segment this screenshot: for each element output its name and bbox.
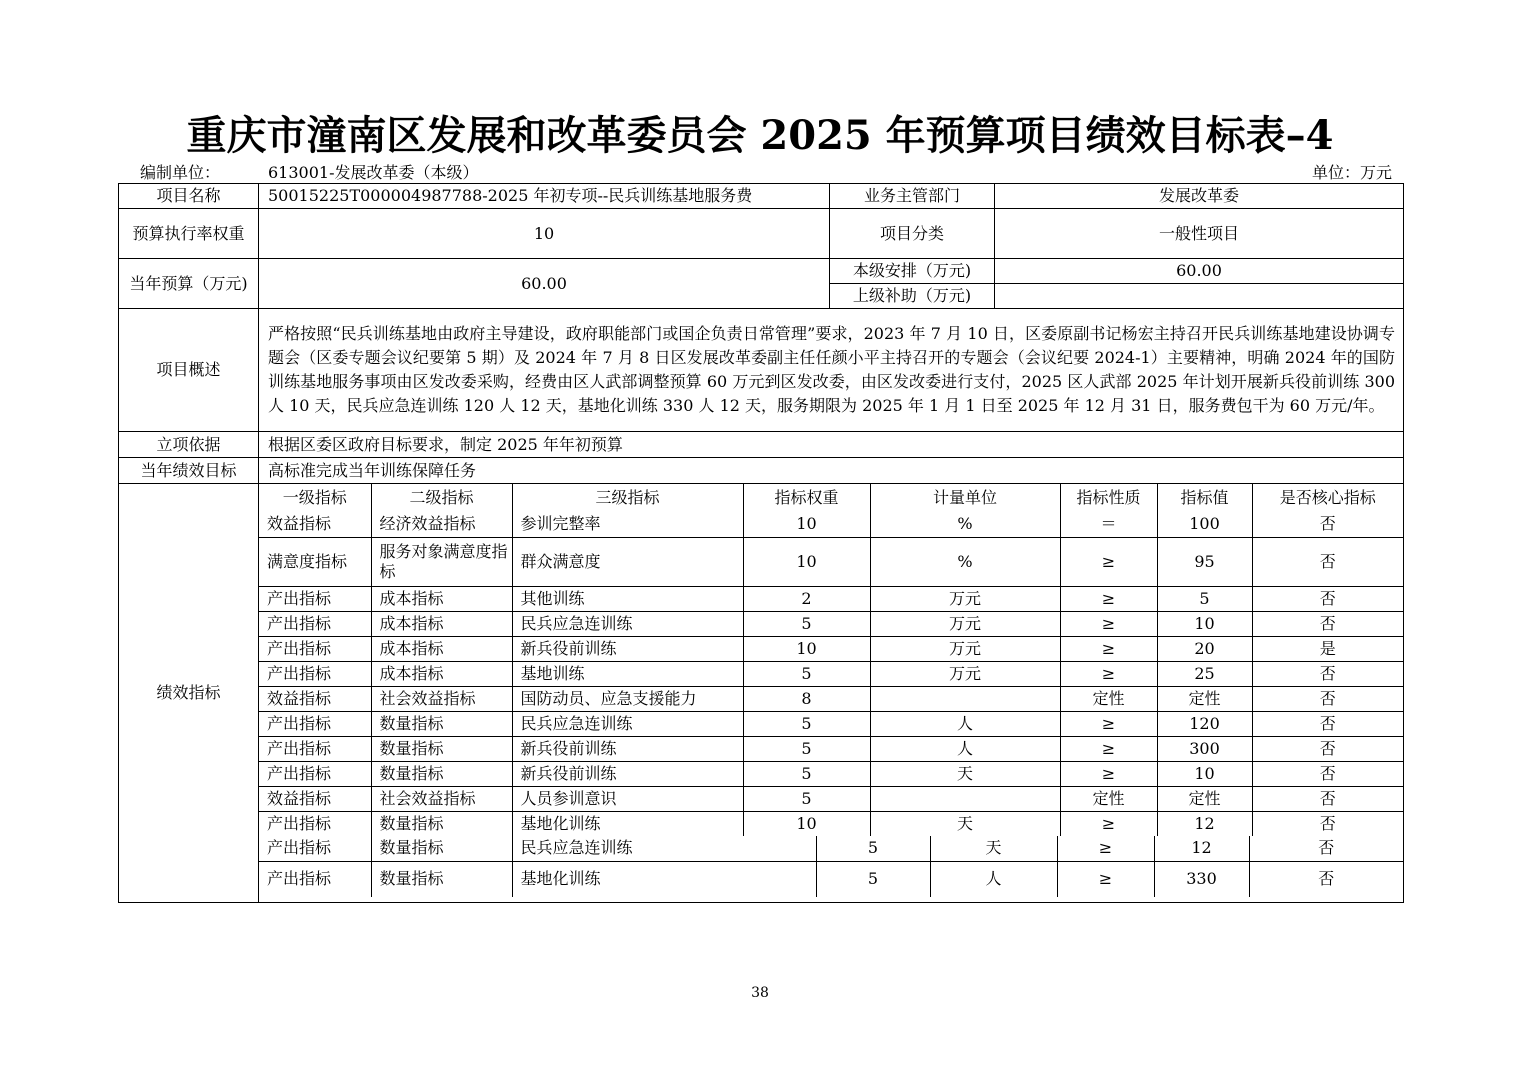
- indicator-cell: 12: [1157, 811, 1252, 836]
- indicator-cell: 人员参训意识: [512, 786, 743, 811]
- indicator-cell: 10: [743, 811, 870, 836]
- indicator-cell: 10: [743, 537, 870, 586]
- col-header: 计量单位: [870, 484, 1060, 512]
- col-header: 是否核心指标: [1279, 488, 1376, 507]
- indicator-cell: 天: [870, 811, 1060, 836]
- table-row: [259, 811, 1403, 836]
- indicator-tail-table: [259, 836, 1403, 897]
- indicator-cell: ≥: [1057, 836, 1154, 861]
- indicator-cell: 社会效益指标: [371, 686, 512, 711]
- page-title: 重庆市潼南区发展和改革委员会 2025 年预算项目绩效目标表–4: [186, 112, 1334, 159]
- goal-label: 当年绩效目标: [119, 458, 259, 484]
- indicator-cell: 基地化训练: [512, 861, 816, 897]
- indicator-cell: 否: [1319, 813, 1336, 833]
- indicator-cell: 25: [1157, 661, 1252, 686]
- indicator-cell: 300: [1157, 736, 1252, 761]
- indicator-cell: 产出指标: [259, 711, 371, 736]
- indicator-cell: %: [870, 512, 1060, 537]
- indicator-cell: 万元: [870, 586, 1060, 611]
- indicator-cell: ≥: [1060, 811, 1157, 836]
- indicator-cell: 新兵役前训练: [512, 736, 743, 761]
- indicator-cell: 5: [816, 861, 930, 897]
- overview-label: 项目概述: [119, 309, 259, 432]
- indicator-cell: 10: [743, 636, 870, 661]
- indicator-cell: 基地训练: [512, 661, 743, 686]
- indicator-cell: ≥: [1060, 537, 1157, 586]
- indicator-cell: 民兵应急连训练: [512, 836, 816, 861]
- indicator-cell: 国防动员、应急支援能力: [512, 686, 743, 711]
- indicator-cell: 民兵应急连训练: [512, 611, 743, 636]
- indicator-cell: 万元: [870, 636, 1060, 661]
- indicator-cell: 5: [743, 611, 870, 636]
- table-row: [259, 711, 1403, 736]
- indicator-cell: 天: [930, 836, 1057, 861]
- indicator-cell: 新兵役前训练: [512, 636, 743, 661]
- indicator-cell: [870, 786, 1060, 811]
- indicator-cell: ≥: [1060, 611, 1157, 636]
- indicator-cell: 人: [930, 861, 1057, 897]
- indicator-cell: 产出指标: [259, 611, 371, 636]
- indicator-cell: ≥: [1060, 711, 1157, 736]
- project-name-value: 50015225T000004987788-2025 年初专项--民兵训练基地服务费: [259, 184, 830, 209]
- indicator-cell: 是: [1252, 636, 1403, 661]
- indicator-cell: ≥: [1060, 636, 1157, 661]
- indicator-cell: 产出指标: [259, 811, 371, 836]
- indicator-header-row: [259, 484, 1403, 512]
- indicator-cell: 数量指标: [371, 861, 512, 897]
- indicator-cell: 满意度指标: [259, 537, 371, 586]
- dept-label: 业务主管部门: [830, 184, 995, 209]
- basis-value: 根据区委区政府目标要求，制定 2025 年年初预算: [259, 432, 1404, 458]
- overview-row: [119, 309, 1404, 432]
- indicator-cell: 基地化训练: [512, 811, 743, 836]
- col-header: 指标值: [1157, 484, 1252, 512]
- indicator-cell: 5: [743, 661, 870, 686]
- indicator-cell: 人: [870, 736, 1060, 761]
- indicator-cell: 效益指标: [259, 786, 371, 811]
- basis-row: [119, 432, 1404, 458]
- indicator-cell: 天: [870, 761, 1060, 786]
- page-number: 38: [751, 985, 769, 1001]
- indicator-cell: 社会效益指标: [371, 786, 512, 811]
- indicator-cell: 产出指标: [259, 736, 371, 761]
- table-row: [259, 686, 1403, 711]
- table-row: [259, 661, 1403, 686]
- indicators-row: [119, 484, 1404, 903]
- weight-row: [119, 209, 1404, 259]
- weight-value: 10: [259, 209, 830, 259]
- indicator-cell: 否: [1249, 836, 1403, 861]
- table-row: [259, 512, 1403, 537]
- indicator-cell: 否: [1252, 512, 1403, 537]
- indicator-cell: 否: [1252, 586, 1403, 611]
- indicator-cell: 20: [1157, 636, 1252, 661]
- indicator-cell: 5: [743, 786, 870, 811]
- indicator-cell: 经济效益指标: [371, 512, 512, 537]
- table-row: [259, 537, 1403, 586]
- indicator-cell: 否: [1252, 611, 1403, 636]
- indicator-cell: 参训完整率: [512, 512, 743, 537]
- indicator-cell: 产出指标: [259, 861, 371, 897]
- indicator-cell: ≥: [1060, 586, 1157, 611]
- col-header: 指标性质: [1060, 484, 1157, 512]
- project-name-row: [119, 184, 1404, 209]
- perf-label: 绩效指标: [119, 484, 259, 903]
- indicator-cell: 否: [1252, 711, 1403, 736]
- indicator-cell: 330: [1154, 861, 1249, 897]
- table-row: [259, 736, 1403, 761]
- budget-row: [119, 259, 1404, 284]
- indicator-cell: 数量指标: [371, 711, 512, 736]
- indicator-cell: 万元: [870, 611, 1060, 636]
- indicator-cell: ≥: [1060, 761, 1157, 786]
- indicator-cell: 人: [870, 711, 1060, 736]
- indicator-cell: 100: [1157, 512, 1252, 537]
- indicator-cell: 产出指标: [259, 836, 371, 861]
- goal-row: [119, 458, 1404, 484]
- indicator-cell: 否: [1318, 869, 1335, 889]
- indicator-cell: 定性: [1060, 686, 1157, 711]
- indicator-cell: ≥: [1060, 661, 1157, 686]
- indicator-cell: 产出指标: [259, 586, 371, 611]
- table-row: [259, 861, 1403, 897]
- local-value: 60.00: [995, 259, 1404, 284]
- subsidy-value: [995, 284, 1404, 309]
- col-header: 二级指标: [371, 484, 512, 512]
- indicator-cell: 12: [1154, 836, 1249, 861]
- col-header: 三级指标: [512, 484, 743, 512]
- indicator-cell: 产出指标: [259, 636, 371, 661]
- indicator-cell: 数量指标: [371, 736, 512, 761]
- indicator-cell: 否: [1252, 786, 1403, 811]
- indicator-cell: 产出指标: [259, 761, 371, 786]
- indicator-cell: 否: [1252, 761, 1403, 786]
- indicator-cell: 10: [1157, 761, 1252, 786]
- indicator-cell: 5: [743, 736, 870, 761]
- table-row: [259, 836, 1403, 861]
- indicator-cell: 效益指标: [259, 512, 371, 537]
- indicator-cell: 定性: [1157, 786, 1252, 811]
- indicator-cell: 5: [1157, 586, 1252, 611]
- indicator-cell: 2: [743, 586, 870, 611]
- table-row: [259, 786, 1403, 811]
- org-value: 613001-发展改革委（本级）: [268, 163, 479, 182]
- category-label: 项目分类: [830, 209, 995, 259]
- currency-unit: 单位：万元: [1311, 163, 1392, 182]
- budget-value: 60.00: [259, 259, 830, 309]
- project-name-label: 项目名称: [119, 184, 259, 209]
- indicator-cell: 数量指标: [371, 836, 512, 861]
- indicator-cell: 95: [1157, 537, 1252, 586]
- indicator-cell: 成本指标: [371, 611, 512, 636]
- indicator-cell: 10: [1157, 611, 1252, 636]
- table-row: [259, 611, 1403, 636]
- indicator-cell: 5: [743, 711, 870, 736]
- table-row: [259, 586, 1403, 611]
- indicator-cell: 服务对象满意度指标: [371, 537, 512, 586]
- overview-text: 严格按照“民兵训练基地由政府主导建设，政府职能部门或国企负责日常管理”要求，2023 年 7 月 10 日，区委原副书记杨宏主持召开民兵训练基地建设协调专题会（区委专题会议纪要第 5 期）及 2024 年 7 月 8 日区发展改革委副主任任颜小平主持召开的专题会（会议纪要 2024-1）主要精神，明确 2024 年的国防训练基地服务事项由区发改委采购，经费由区人武部调整预算 60 万元到区发改委，由区发改委进行支付，2025 区人武部 2025 年计划开展新兵役前训练 300 人 10 天，民兵应急连训练 120 人 12 天，基地化训练 330 人 12 天，服务期限为 2025 年 1 月 1 日至 2025 年 12 月 31 日，服务费包干为 60 万元/年。: [259, 309, 1404, 432]
- budget-label: 当年预算（万元): [119, 259, 259, 309]
- goal-value: 高标准完成当年训练保障任务: [259, 458, 1404, 484]
- indicator-cell: 群众满意度: [512, 537, 743, 586]
- dept-value: 发展改革委: [995, 184, 1404, 209]
- indicator-cell: 效益指标: [259, 686, 371, 711]
- indicator-cell: 否: [1252, 537, 1403, 586]
- indicator-cell: 数量指标: [371, 761, 512, 786]
- indicator-cell: 5: [743, 761, 870, 786]
- indicator-cell: 数量指标: [371, 811, 512, 836]
- indicator-cell: 10: [743, 512, 870, 537]
- indicator-cell: 8: [743, 686, 870, 711]
- indicator-cell: 民兵应急连训练: [512, 711, 743, 736]
- indicator-cell: 5: [816, 836, 930, 861]
- indicator-cell: %: [870, 537, 1060, 586]
- col-header: 指标权重: [743, 484, 870, 512]
- indicator-cell: ≥: [1060, 736, 1157, 761]
- table-row: [259, 761, 1403, 786]
- indicator-cell: 定性: [1157, 686, 1252, 711]
- indicator-cell: 120: [1157, 711, 1252, 736]
- indicator-cell: ≥: [1057, 861, 1154, 897]
- indicator-cell: [870, 686, 1060, 711]
- weight-label: 预算执行率权重: [119, 209, 259, 259]
- category-value: 一般性项目: [995, 209, 1404, 259]
- indicator-cell: 万元: [870, 661, 1060, 686]
- indicator-cell: 成本指标: [371, 661, 512, 686]
- indicator-table: [259, 484, 1403, 836]
- indicator-cell: 否: [1252, 661, 1403, 686]
- table-row: [259, 636, 1403, 661]
- subsidy-label: 上级补助（万元): [830, 284, 995, 309]
- indicator-cell: 产出指标: [259, 661, 371, 686]
- org-label: 编制单位：: [140, 163, 221, 182]
- basis-label: 立项依据: [119, 432, 259, 458]
- local-label: 本级安排（万元): [830, 259, 995, 284]
- indicator-cell: 成本指标: [371, 636, 512, 661]
- performance-table: [118, 183, 1404, 903]
- col-header: 一级指标: [259, 484, 371, 512]
- indicator-cell: 定性: [1060, 786, 1157, 811]
- indicator-cell: 否: [1252, 736, 1403, 761]
- indicator-cell: 其他训练: [512, 586, 743, 611]
- indicator-cell: 成本指标: [371, 586, 512, 611]
- indicator-cell: 否: [1252, 686, 1403, 711]
- indicator-cell: 新兵役前训练: [512, 761, 743, 786]
- indicator-cell: ＝: [1060, 512, 1157, 537]
